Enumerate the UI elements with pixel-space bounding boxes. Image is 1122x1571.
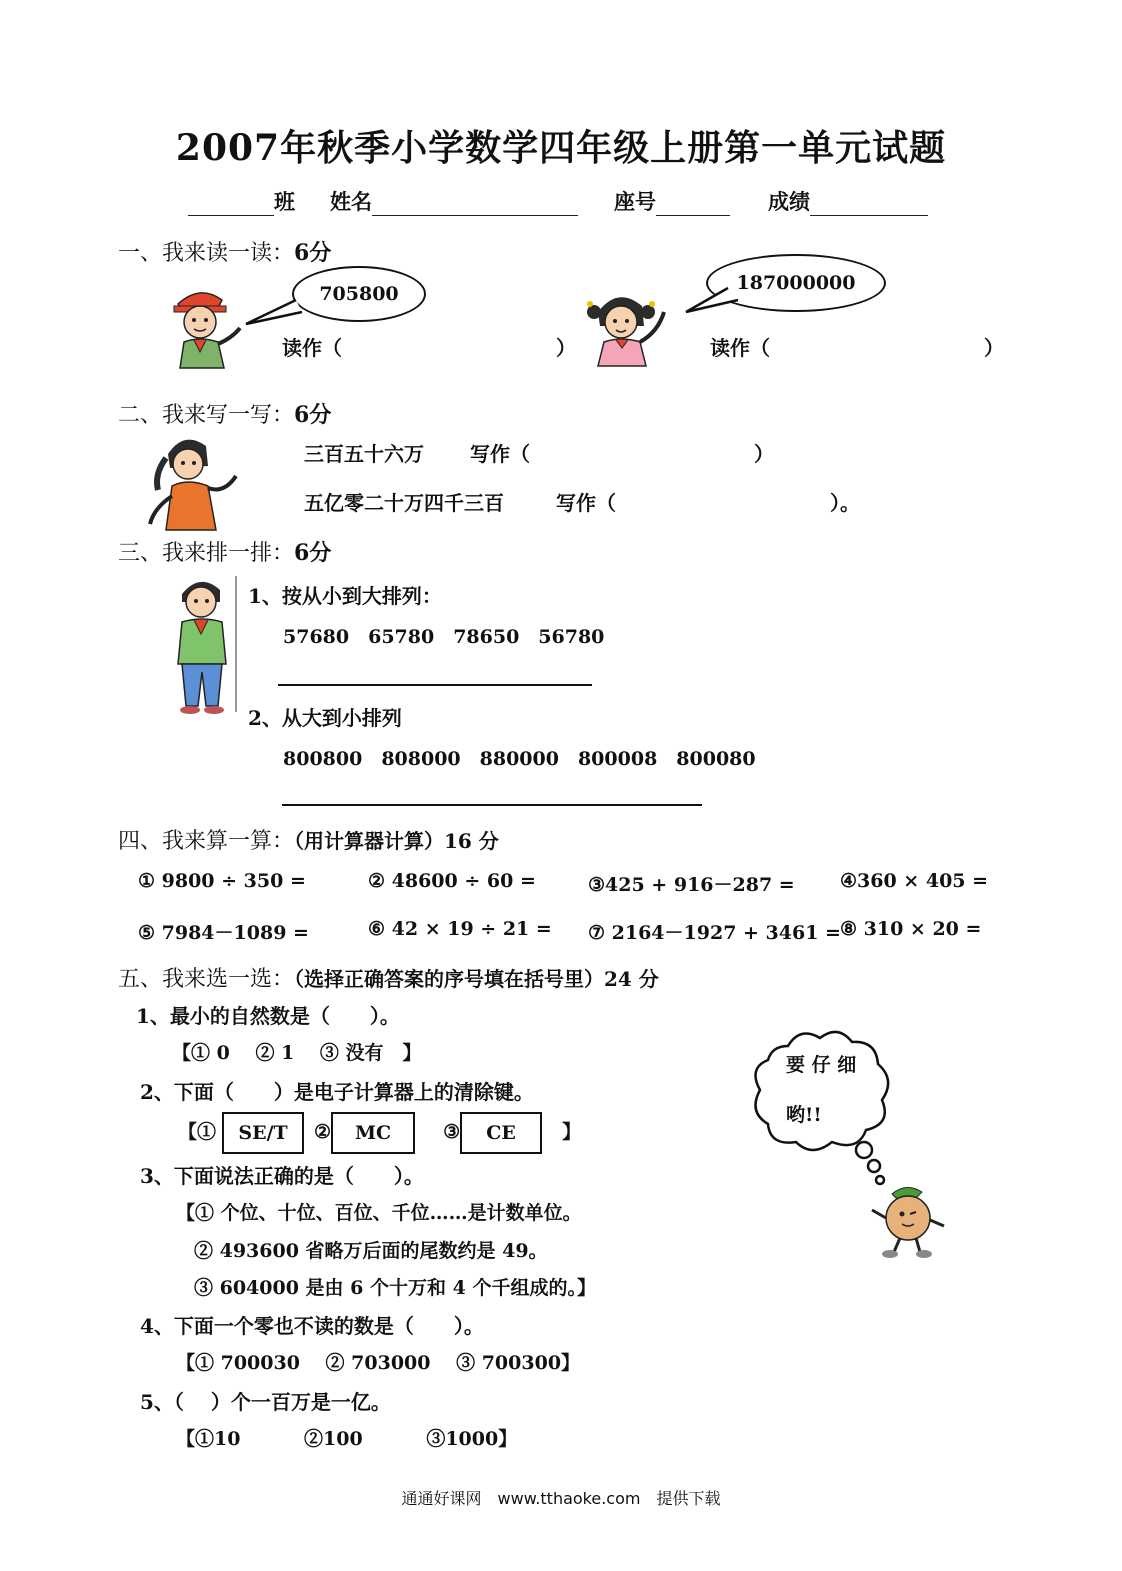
- read-close-b: ）: [984, 336, 1004, 360]
- class-blank[interactable]: [188, 195, 274, 216]
- name-blank[interactable]: [372, 195, 578, 216]
- write-q1: 三百五十六万: [304, 442, 424, 466]
- section-4-heading: 四、我来算一算：（用计算器计算）16 分: [118, 829, 499, 854]
- calc-6: ⑥ 42 × 19 ÷ 21 =: [368, 918, 552, 940]
- write-close-1: ）: [754, 442, 774, 466]
- thought-cloud: [748, 1024, 898, 1186]
- order-q1: 1、按从小到大排列：: [248, 584, 442, 608]
- girl-writing-illustration: [144, 424, 244, 532]
- write-label-1: 写作（: [470, 442, 530, 466]
- info-name: 姓名: [330, 186, 578, 216]
- calc-5: ⑤ 7984－1089 =: [138, 922, 309, 944]
- calc-2: ② 48600 ÷ 60 =: [368, 870, 536, 892]
- choice-q2-options: 【① SE/T ② MC ③ CE 】: [178, 1112, 581, 1154]
- page-title: 2007年秋季小学数学四年级上册第一单元试题: [175, 127, 947, 169]
- choice-q4: 4、下面一个零也不读的数是（ ）。: [140, 1314, 484, 1338]
- choice-q3: 3、下面说法正确的是（ ）。: [140, 1164, 424, 1188]
- calc-7: ⑦ 2164－1927 + 3461 =: [588, 922, 841, 944]
- key-se-t: SE/T: [222, 1112, 304, 1154]
- boy-cap-illustration: [160, 282, 250, 370]
- info-seat: 座号: [614, 186, 730, 216]
- cloud-text-2: 哟!!: [786, 1104, 822, 1126]
- potato-mascot-illustration: [866, 1180, 950, 1260]
- calc-3: ③425 + 916－287 =: [588, 874, 795, 896]
- calc-8: ⑧ 310 × 20 =: [840, 918, 982, 940]
- choice-q3-option-3: ③ 604000 是由 6 个十万和 4 个千组成的。】: [194, 1277, 596, 1299]
- key-ce: CE: [460, 1112, 542, 1154]
- section-1-heading: 一、我来读一读：6分: [118, 240, 332, 266]
- info-score: 成绩: [768, 186, 928, 216]
- order-q2-answer-line[interactable]: [282, 804, 702, 806]
- section-2-heading: 二、我来写一写：6分: [118, 402, 332, 428]
- write-label-2: 写作（: [556, 491, 616, 515]
- calc-4: ④360 × 405 =: [840, 870, 989, 892]
- footer-text: 通通好课网 www.tthaoke.com 提供下载: [401, 1489, 721, 1508]
- info-class: 班: [188, 186, 295, 216]
- key-mc: MC: [331, 1112, 415, 1154]
- write-q2: 五亿零二十万四千三百: [304, 491, 504, 515]
- cloud-text-1: 要 仔 细: [786, 1054, 857, 1076]
- order-q2: 2、从大到小排列: [248, 706, 402, 730]
- calc-1: ① 9800 ÷ 350 =: [138, 870, 306, 892]
- boy-standing-illustration: [164, 572, 240, 716]
- choice-q5-options: 【①10 ②100 ③1000】: [176, 1428, 518, 1450]
- choice-q1: 1、最小的自然数是（ ）。: [136, 1004, 400, 1028]
- order-q2-numbers: 800800 808000 880000 800008 800080: [283, 748, 756, 770]
- read-label-a: 读作（: [282, 336, 342, 360]
- choice-q2: 2、下面（ ）是电子计算器上的清除键。: [140, 1080, 534, 1104]
- choice-q5: 5、（ ）个一百万是一亿。: [140, 1390, 391, 1414]
- girl-illustration: [578, 282, 678, 368]
- write-close-2: ）。: [830, 491, 860, 515]
- order-q1-numbers: 57680 65780 78650 56780: [283, 626, 605, 648]
- choice-q3-option-2: ② 493600 省略万后面的尾数约是 49。: [194, 1240, 548, 1262]
- choice-q3-option-1: 【① 个位、十位、百位、千位……是计数单位。: [176, 1202, 582, 1224]
- score-blank[interactable]: [810, 195, 928, 216]
- section-3-heading: 三、我来排一排：6分: [118, 540, 332, 566]
- seat-blank[interactable]: [656, 195, 730, 216]
- choice-q4-options: 【① 700030 ② 703000 ③ 700300】: [176, 1352, 581, 1374]
- choice-q1-options: 【① 0 ② 1 ③ 没有 】: [172, 1042, 422, 1064]
- bubble-tail-b: [682, 286, 742, 316]
- read-label-b: 读作（: [710, 336, 770, 360]
- section-5-heading: 五、我来选一选：（选择正确答案的序号填在括号里）24 分: [118, 967, 659, 992]
- number-bubble-b: 187000000: [706, 254, 886, 312]
- bubble-tail-a: [244, 298, 304, 328]
- number-bubble-a: 705800: [292, 266, 426, 322]
- read-close-a: ）: [556, 336, 576, 360]
- order-q1-answer-line[interactable]: [278, 684, 592, 686]
